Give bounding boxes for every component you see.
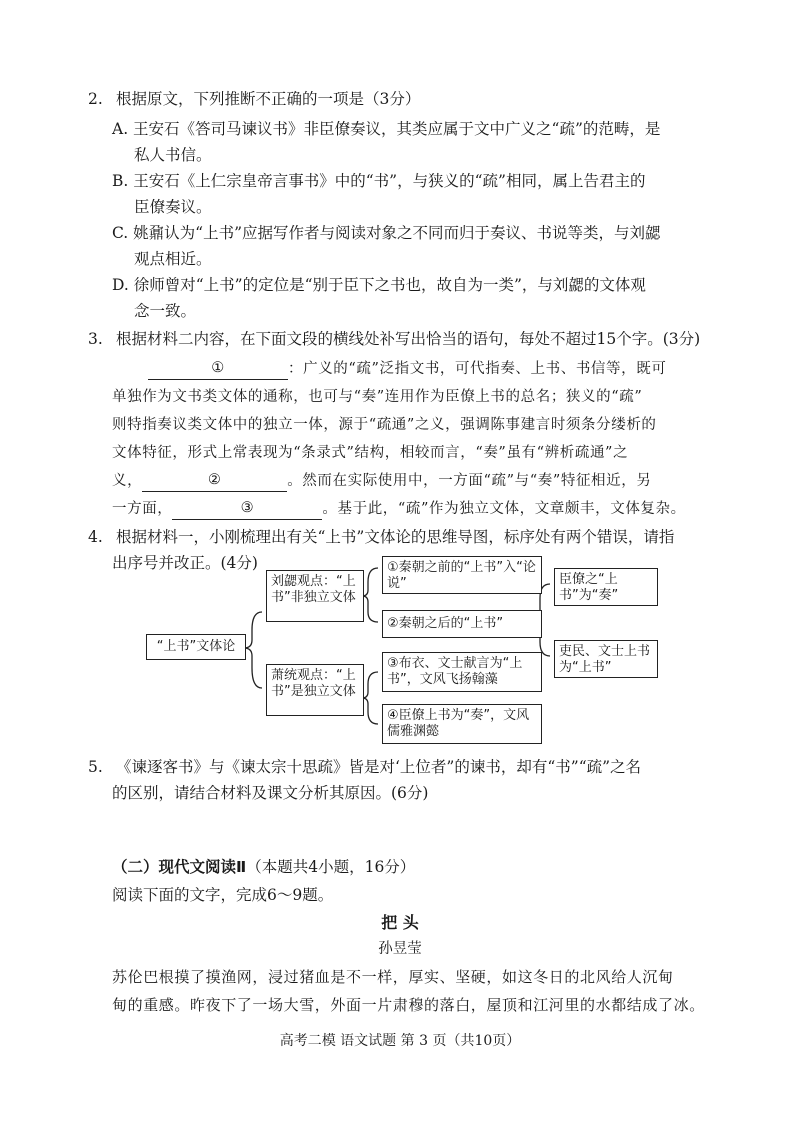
mindmap-node-1: ①秦朝之前的“上书”入“论说” <box>382 556 542 594</box>
q3-passage-text6b: 。基于此，“疏”作为独立文体，文章颇丰，文体复杂。 <box>322 501 686 517</box>
q3-passage-text1: ：广义的“疏”泛指文书，可代指奏、上书、书信等，既可 <box>288 361 667 377</box>
article-body-line2: 甸的重感。昨夜下了一场大雪，外面一片肃穆的落白，屋顶和江河里的水都结成了冰。 <box>112 996 705 1014</box>
q3-passage-line5 <box>112 470 651 493</box>
q3-stem-text: 根据材料二内容，在下面文段的横线处补写出恰当的语句，每处不超过15个字。(3分) <box>116 330 701 348</box>
q4-stem-line2: 出序号并改正。(4分) <box>112 554 258 572</box>
mindmap-liu-view: 刘勰观点：“上书”非独立文体 <box>266 570 364 622</box>
mindmap-root: “上书”文体论 <box>146 634 246 660</box>
q3-number: 3. <box>88 330 103 348</box>
q3-passage-line4: 文体特征，形式上常表现为“条录式”结构，相较而言，“奏”虽有“辨析疏通”之 <box>112 445 629 461</box>
q4-stem-text: 根据材料一，小刚梳理出有关“上书”文体论的思维导图，标序处有两个错误，请指 <box>116 528 675 546</box>
q3-blank-2[interactable]: ② <box>142 469 287 492</box>
q3-passage-text5a: 义， <box>112 473 143 489</box>
article-title: 把 头 <box>381 913 419 932</box>
q2-stem-text: 根据原文，下列推断不正确的一项是（3分） <box>116 90 421 108</box>
mindmap-right-1: 臣僚之“上书”为“奏” <box>554 568 658 606</box>
q3-passage-text6a: 一方面， <box>112 501 173 517</box>
mindmap-node-2: ②秦朝之后的“上书” <box>382 610 542 638</box>
q3-passage-line1 <box>148 358 666 381</box>
q3-passage-line2: 单独作为文书类文体的通称，也可与“奏”连用作为臣僚上书的总名；狭义的“疏” <box>112 389 643 405</box>
q2-option-a-line1: A. 王安石《答司马谏议书》非臣僚奏议，其类应属于文中广义之“疏”的范畴，是 <box>112 120 661 138</box>
q5-stem-text: 《谏逐客书》与《谏太宗十思疏》皆是对‘上位者”的谏书，却有“书”“疏”之名 <box>116 758 642 776</box>
q2-stem <box>88 88 420 110</box>
q2-option-d-line1: D. 徐师曾对“上书”的定位是“别于臣下之书也，故自为一类”，与刘勰的文体观 <box>112 276 646 294</box>
article-body-line1: 苏伦巴根摸了摸渔网，浸过猪血是不一样，厚实、坚硬，如这冬日的北风给人沉甸 <box>112 968 674 986</box>
q3-passage-text5b: 。然而在实际使用中，一方面“疏”与“奏”特征相近，另 <box>287 473 652 489</box>
section-heading <box>112 856 415 878</box>
section-instruction: 阅读下面的文字，完成6～9题。 <box>112 886 334 904</box>
q3-passage-line3: 则特指奏议类文体中的独立一体，源于“疏通”之义，强调陈事建言时须条分缕析的 <box>112 417 657 433</box>
mindmap-node-4: ④臣僚上书为“奏”，文风儒雅渊懿 <box>382 704 542 744</box>
q5-stem-line2: 的区别，请结合材料及课文分析其原因。(6分) <box>112 784 429 802</box>
q3-passage-line6 <box>112 498 686 521</box>
q5-stem <box>88 756 641 778</box>
q2-option-d-line2: 念一致。 <box>134 302 197 320</box>
q3-stem <box>88 328 700 350</box>
article-author: 孙昱莹 <box>378 941 422 957</box>
q4-number: 4. <box>88 528 103 546</box>
q2-option-b-line2: 臣僚奏议。 <box>134 198 212 216</box>
q2-option-a-line2: 私人书信。 <box>134 146 212 164</box>
q2-option-b-line1: B. 王安石《上仁宗皇帝言事书》中的“书”，与狭义的“疏”相同，属上告君主的 <box>112 172 646 190</box>
page-footer: 高考二模 语文试题 第 3 页（共10页） <box>279 1033 521 1049</box>
q5-number: 5. <box>88 758 103 776</box>
q3-blank-3[interactable]: ③ <box>172 497 322 520</box>
section-note: （本题共4小题，16分） <box>246 858 416 876</box>
q2-option-c-line2: 观点相近。 <box>134 250 212 268</box>
q3-blank-1[interactable]: ① <box>148 357 288 380</box>
mindmap-node-3: ③布衣、文士献言为“上书”，文风飞扬翰藻 <box>382 652 542 692</box>
mindmap-right-2: 吏民、文士上书为“上书” <box>554 640 658 678</box>
q4-stem <box>88 526 674 548</box>
q2-option-c-line1: C. 姚鼐认为“上书”应据写作者与阅读对象之不同而归于奏议、书说等类，与刘勰 <box>112 224 661 242</box>
q2-number: 2. <box>88 90 103 108</box>
mindmap-xiao-view: 萧统观点：“上书”是独立文体 <box>266 664 364 716</box>
section-title: （二）现代文阅读Ⅱ <box>112 858 247 876</box>
